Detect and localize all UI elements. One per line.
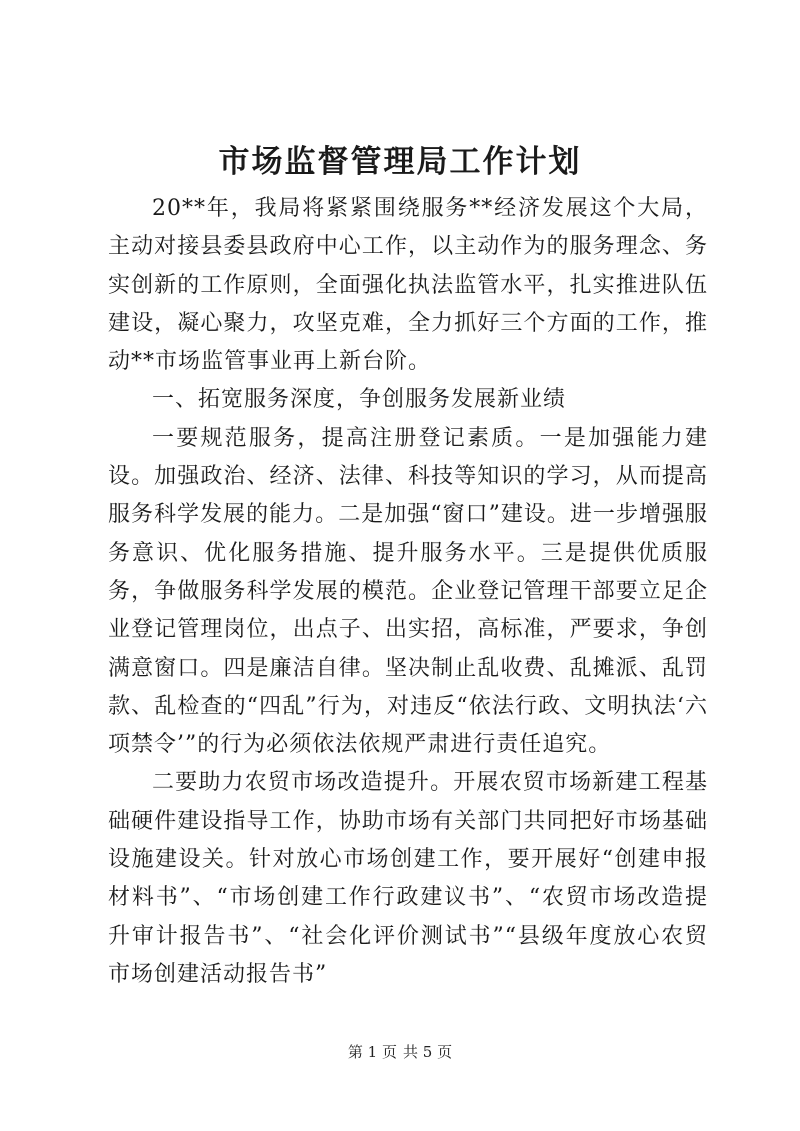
- body-paragraph: 二要助力农贸市场改造提升。开展农贸市场新建工程基础硬件建设指导工作，协助市场有关部门共同把好市场基础设施建设关。针对放心市场创建工作，要开展好“创建申报材料书”、“市场创建工作行政建议书”、“农贸市场改造提升审计报告书”、“社会化评价测试书”“县级年度放心农贸市场创建活动报告书”: [108, 770, 708, 987]
- intro-paragraph: 20**年，我局将紧紧围绕服务**经济发展这个大局，主动对接县委县政府中心工作，以主动作为的服务理念、务实创新的工作原则，全面强化执法监管水平，扎实推进队伍建设，凝心聚力，攻坚克难，全力抓好三个方面的工作，推动**市场监管事业再上新台阶。: [108, 196, 708, 375]
- page-total: 共 5 页: [403, 1043, 453, 1061]
- document-title: 市场监督管理局工作计划: [218, 144, 582, 180]
- page-number: 第 1 页: [347, 1043, 397, 1061]
- body-paragraph: 一要规范服务，提高注册登记素质。一是加强能力建设。加强政治、经济、法律、科技等知识的学习，从而提高服务科学发展的能力。二是加强“窗口”建设。进一步增强服务意识、优化服务措施、提升服务水平。三是提供优质服务，争做服务科学发展的模范。企业登记管理干部要立足企业登记管理岗位，出点子、出实招，高标准，严要求，争创满意窗口。四是廉洁自律。坚决制止乱收费、乱摊派、乱罚款、乱检查的“四乱”行为，对违反“依法行政、文明执法‘六项禁令’”的行为必须依法依规严肃进行责任追究。: [108, 425, 708, 758]
- document-body: [108, 190, 708, 994]
- page-footer: [0, 1042, 800, 1062]
- section-heading: 一、拓宽服务深度，争创服务发展新业绩: [152, 387, 567, 413]
